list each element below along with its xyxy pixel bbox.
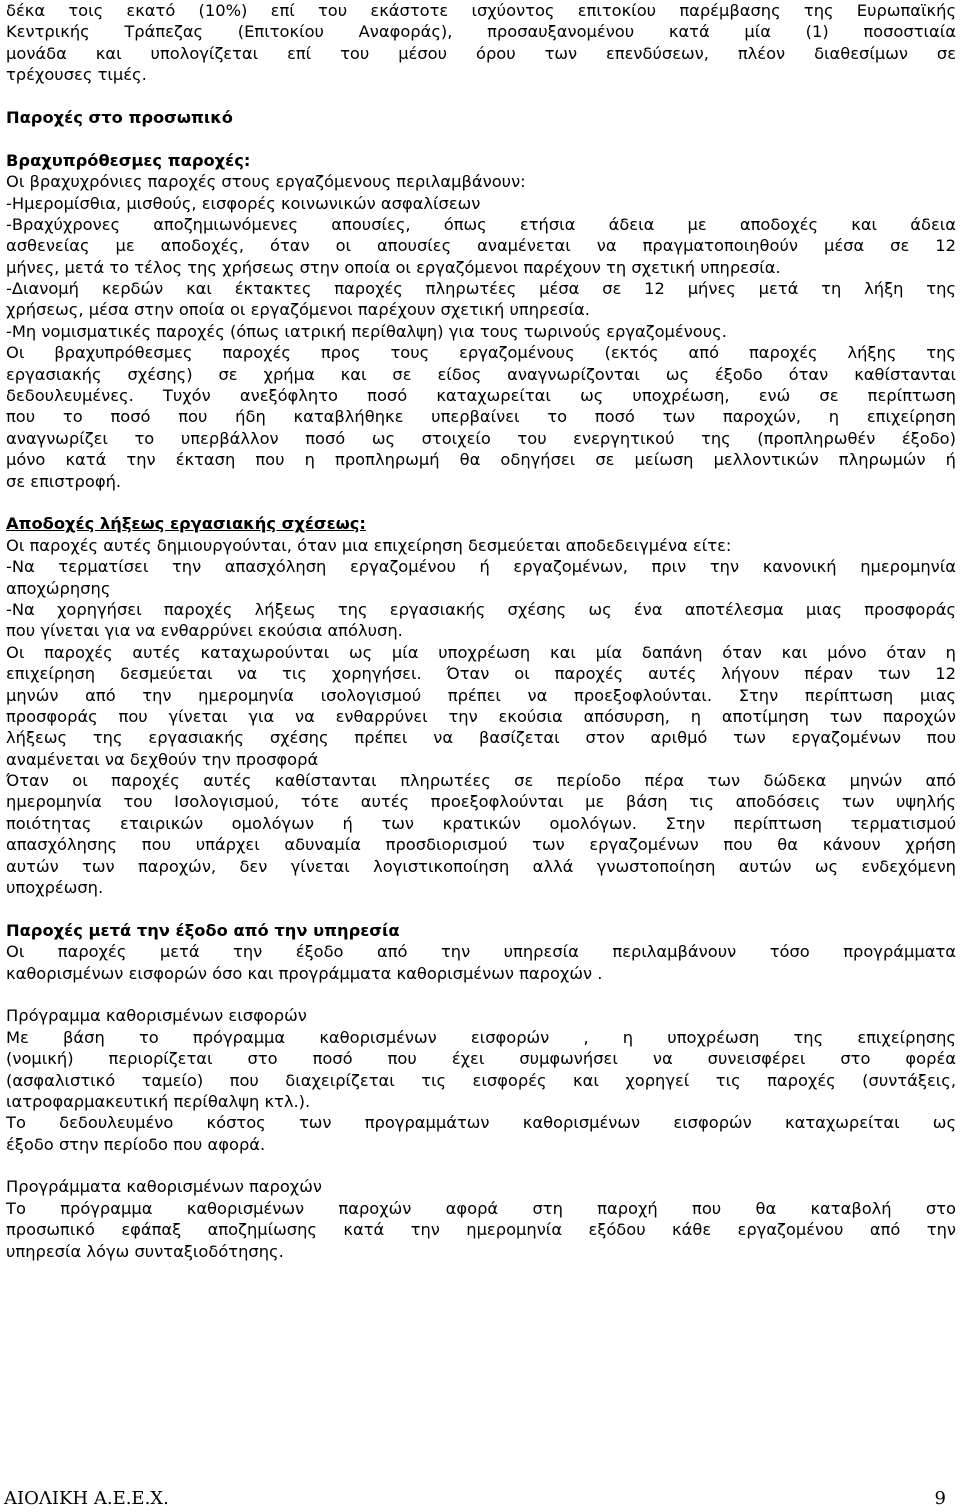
section-heading-termination-benefits: Αποδοχές λήξεως εργασιακής σχέσεως:: [6, 514, 366, 534]
page-footer: [4, 1488, 946, 1512]
spacer: [6, 86, 956, 107]
text-line: Κεντρικής Τράπεζας (Επιτοκίου Αναφοράς), προσαυξανομένου κατά μία (1) ποσοστιαία: [6, 22, 956, 42]
spacer: [6, 984, 956, 1005]
text-line: εργασιακής σχέσης) σε χρήμα και σε είδος αναγνωρίζονται ως έξοδο όταν καθίστανται: [6, 364, 956, 384]
intro-paragraph: [6, 0, 956, 86]
text-line: -Ημερομίσθια, μισθούς, εισφορές κοινωνικών ασφαλίσεων: [6, 193, 481, 213]
footer-page-number: 9: [934, 1488, 946, 1509]
text-line: που γίνεται για να ενθαρρύνει εκούσια απόλυση.: [6, 621, 403, 641]
text-line: Όταν οι παροχές αυτές καθίστανται πληρωτέες σε περίοδο πέρα των δώδεκα μηνών από: [6, 771, 956, 791]
text-line: -Να χορηγήσει παροχές λήξεως της εργασιακής σχέσης ως ένα αποτέλεσμα μιας προσφοράς: [6, 599, 956, 619]
text-line: προσφοράς που γίνεται για να ενθαρρύνει την εκούσια απόσυρση, η αποτίμηση των παροχών: [6, 706, 956, 726]
text-line: αναγνωρίζει το υπερβάλλον ποσό ως στοιχείο του ενεργητικού της (προπληρωθέν έξοδο): [6, 428, 956, 448]
text-line: Οι παροχές αυτές δημιουργούνται, όταν μια επιχείρηση δεσμεύεται αποδεδειγμένα είτε:: [6, 535, 732, 555]
spacer: [6, 1155, 956, 1176]
text-line: Το πρόγραμμα καθορισμένων παροχών αφορά στη παροχή που θα καταβολή στο: [6, 1198, 956, 1218]
text-line: λήξεως της εργασιακής σχέσης πρέπει να βασίζεται στον αριθμό των εργαζομένων που: [6, 728, 956, 748]
text-line: Οι παροχές μετά την έξοδο από την υπηρεσία περιλαμβάνουν τόσο προγράμματα: [6, 942, 956, 962]
text-line: υποχρέωση.: [6, 878, 104, 898]
page-content: [6, 0, 956, 1262]
text-line: απασχόλησης που υπάρχει αδυναμία προσδιορισμού των εργαζομένων που θα κάνουν χρήση: [6, 835, 956, 855]
text-line: ημερομηνία του Ισολογισμού, τότε αυτές προεξοφλούνται με βάση τις αποδόσεις των υψηλής: [6, 792, 956, 812]
text-line: Το δεδουλευμένο κόστος των προγραμμάτων καθορισμένων εισφορών καταχωρείται ως: [6, 1113, 956, 1133]
text-line: σε επιστροφή.: [6, 471, 122, 491]
text-line: αποχώρησης: [6, 578, 111, 598]
text-line: υπηρεσία λόγω συνταξιοδότησης.: [6, 1241, 284, 1261]
section-heading-defined-benefit: Προγράμματα καθορισμένων παροχών: [6, 1177, 322, 1197]
defined-contribution-paragraph: [6, 1027, 956, 1155]
text-line: που το ποσό που ήδη καταβλήθηκε υπερβαίνει το ποσό των παροχών, η επιχείρηση: [6, 407, 956, 427]
spacer: [6, 898, 956, 919]
text-line: (ασφαλιστικό ταμείο) που διαχειρίζεται τις εισφορές και χορηγεί τις παροχές (συντάξεις,: [6, 1070, 956, 1090]
text-line: ιατροφαρμακευτική περίθαλψη κτλ.).: [6, 1091, 311, 1111]
spacer: [6, 492, 956, 513]
text-line: μόνο κατά την έκταση που η προπληρωμή θα οδηγήσει σε μείωση μελλοντικών πληρωμών ή: [6, 450, 956, 470]
text-line: ποιότητας εταιρικών ομολόγων ή των κρατικών ομολόγων. Στην περίπτωση τερματισμού: [6, 813, 956, 833]
text-line: έξοδο στην περίοδο που αφορά.: [6, 1134, 266, 1154]
text-line: Οι βραχυπρόθεσμες παροχές προς τους εργαζομένους (εκτός από παροχές λήξης της: [6, 343, 956, 363]
footer-company-name: ΑΙΟΛΙΚΗ Α.Ε.Ε.Χ.: [4, 1488, 169, 1509]
section-heading-post-employment-benefits: Παροχές μετά την έξοδο από την υπηρεσία: [6, 920, 400, 940]
subheading-short-term-benefits: Βραχυπρόθεσμες παροχές:: [6, 150, 251, 170]
text-line: αναμένεται να δεχθούν την προσφορά: [6, 749, 319, 769]
text-line: δέκα τοις εκατό (10%) επί του εκάστοτε ισχύοντος επιτοκίου παρέμβασης της Ευρωπαϊκής: [6, 1, 956, 20]
post-employment-paragraph: [6, 941, 956, 984]
text-line: Οι βραχυχρόνιες παροχές στους εργαζόμενους περιλαμβάνουν:: [6, 172, 526, 192]
text-line: χρήσεως, μέσα στην οποία οι εργαζόμενοι παρέχουν σχετική υπηρεσία.: [6, 300, 590, 320]
text-line: ασθενείας με αποδοχές, όταν οι απουσίες αναμένεται να πραγματοποιηθούν μέσα σε 12: [6, 236, 956, 256]
text-line: μηνών από την ημερομηνία ισολογισμού πρέπει να προεξοφλούνται. Στην περίπτωση μιας: [6, 685, 956, 705]
text-line: -Βραχύχρονες αποζημιωνόμενες απουσίες, όπως ετήσια άδεια με αποδοχές και άδεια: [6, 214, 956, 234]
text-line: (νομική) περιορίζεται στο ποσό που έχει συμφωνήσει να συνεισφέρει στο φορέα: [6, 1049, 956, 1069]
termination-benefits-paragraph: [6, 535, 956, 899]
text-line: επιχείρηση δεσμεύεται να τις χορηγήσει. Όταν οι παροχές αυτές λήγουν πέραν των 12: [6, 664, 956, 684]
text-line: -Να τερματίσει την απασχόληση εργαζομένου ή εργαζομένων, πριν την κανονική ημερομηνία: [6, 557, 956, 577]
text-line: -Μη νομισματικές παροχές (όπως ιατρική περίθαλψη) για τους τωρινούς εργαζομένους.: [6, 321, 727, 341]
text-line: δεδουλευμένες. Τυχόν ανεξόφλητο ποσό καταχωρείται ως υποχρέωση, ενώ σε περίπτωση: [6, 386, 956, 406]
text-line: τρέχουσες τιμές.: [6, 65, 147, 85]
text-line: αυτών των παροχών, δεν γίνεται λογιστικοποίηση αλλά γνωστοποίηση αυτών ως ενδεχόμενη: [6, 856, 956, 876]
spacer: [6, 128, 956, 149]
text-line: μήνες, μετά το τέλος της χρήσεως στην οποία οι εργαζόμενοι παρέχουν τη σχετική υπηρεσία.: [6, 257, 781, 277]
text-line: Οι παροχές αυτές καταχωρούνται ως μία υποχρέωση και μία δαπάνη όταν και μόνο όταν η: [6, 642, 956, 662]
text-line: Με βάση το πρόγραμμα καθορισμένων εισφορών , η υποχρέωση της επιχείρησης: [6, 1027, 956, 1047]
text-line: -Διανομή κερδών και έκτακτες παροχές πληρωτέες μέσα σε 12 μήνες μετά τη λήξη της: [6, 279, 956, 299]
section-heading-staff-benefits: Παροχές στο προσωπικό: [6, 107, 233, 127]
defined-benefit-paragraph: [6, 1198, 956, 1262]
text-line: μονάδα και υπολογίζεται επί του μέσου όρου των επενδύσεων, πλέον διαθεσίμων σε: [6, 43, 956, 63]
text-line: προσωπικό εφάπαξ αποζημίωσης κατά την ημερομηνία εξόδου κάθε εργαζομένου από την: [6, 1220, 956, 1240]
short-term-benefits-paragraph: [6, 171, 956, 492]
section-heading-defined-contribution: Πρόγραμμα καθορισμένων εισφορών: [6, 1006, 307, 1026]
text-line: καθορισμένων εισφορών όσο και προγράμματα καθορισμένων παροχών .: [6, 963, 603, 983]
